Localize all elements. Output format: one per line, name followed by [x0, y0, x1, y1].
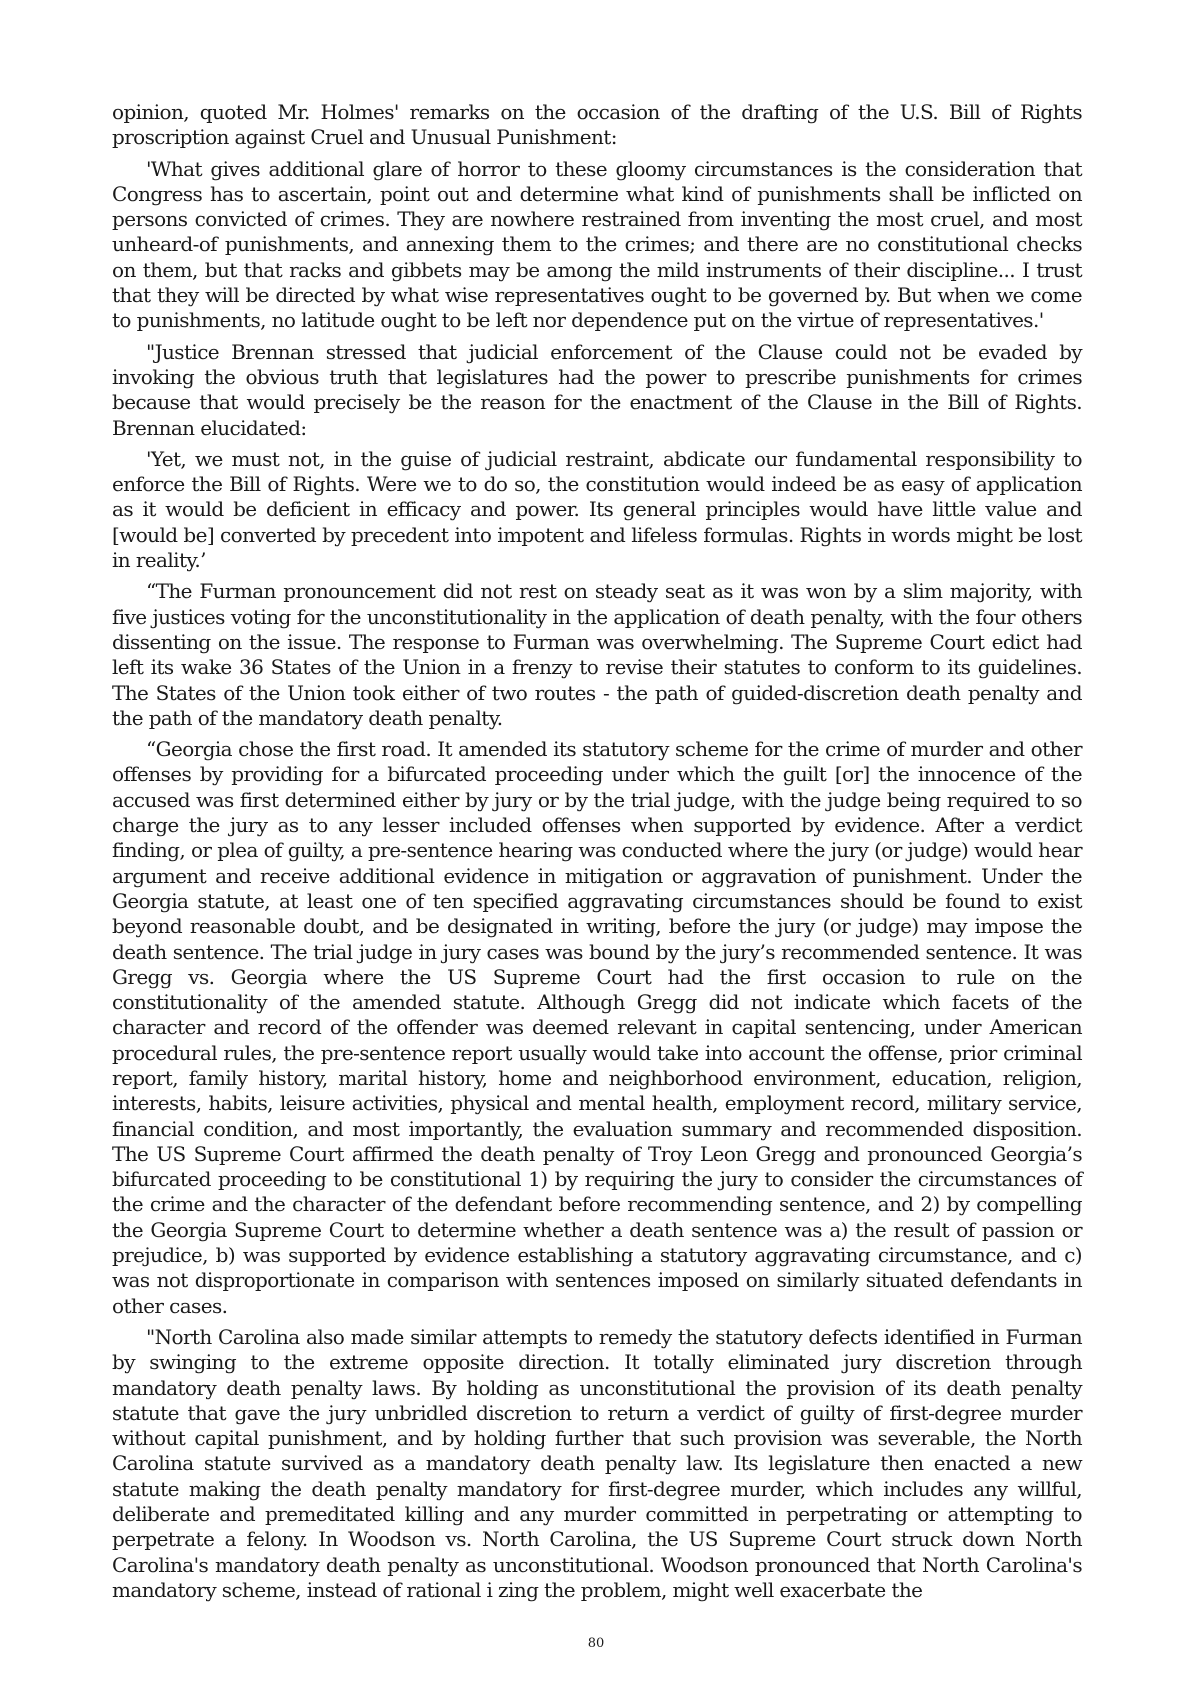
paragraph-brennan-clause: "Justice Brennan stressed that judicial enforcement of the Clause could not be evaded by invoking the obvious truth that legislatures had the power to prescribe punishments for crimes because that would precisely be the reason for the enactment of the Clause in the Bill of Rights. Brennan elucidated: — [112, 339, 1082, 440]
page-number: 80 — [587, 1636, 605, 1651]
page-body — [112, 100, 1082, 1609]
paragraph-north-carolina: "North Carolina also made similar attempts to remedy the statutory defects identified in Furman by swinging to the extreme opposite direction. It totally eliminated jury discretion through mandatory death penalty laws. By holding as unconstitutional the provision of its death penalty statute that gave the jury unbridled discretion to return a verdict of guilty of first-degree murder without capital punishment, and by holding further that such provision was severable, the North Carolina statute survived as a mandatory death penalty law. Its legislature then enacted a new statute making the death penalty mandatory for first-degree murder, which includes any willful, deliberate and premeditated killing and any murder committed in perpetrating or attempting to perpetrate a felony. In Woodson vs. North Carolina, the US Supreme Court struck down North Carolina's mandatory death penalty as unconstitutional. Woodson pronounced that North Carolina's mandatory scheme, instead of rational i zing the problem, might well exacerbate the — [112, 1324, 1082, 1602]
paragraph-holmes-quote: 'What gives additional glare of horror to these gloomy circumstances is the consideration that Congress has to ascertain, point out and determine what kind of punishments shall be inflicted on persons convicted of crimes. They are nowhere restrained from inventing the most cruel, and most unheard-of punishments, and annexing them to the crimes; and there are no constitutional checks on them, but that racks and gibbets may be among the mild instruments of their discipline... I trust that they will be directed by what wise representatives ought to be governed by. But when we come to punishments, no latitude ought to be left nor dependence put on the virtue of representatives.' — [112, 156, 1082, 333]
paragraph-georgia: “Georgia chose the first road. It amended its statutory scheme for the crime of murder and other offenses by providing for a bifurcated proceeding under which the guilt [or] the innocence of the accused was first determined either by jury or by the trial judge, with the judge being required to so charge the jury as to any lesser included offenses when supported by evidence. After a verdict finding, or plea of guilty, a pre-sentence hearing was conducted where the jury (or judge) would hear argument and receive additional evidence in mitigation or aggravation of punishment. Under the Georgia statute, at least one of ten specified aggravating circumstances should be found to exist beyond reasonable doubt, and be designated in writing, before the jury (or judge) may impose the death sentence. The trial judge in jury cases was bound by the jury’s recommended sentence. It was Gregg vs. Georgia where the US Supreme Court had the first occasion to rule on the constitutionality of the amended statute. Although Gregg did not indicate which facets of the character and record of the offender was deemed relevant in capital sentencing, under American procedural rules, the pre-sentence report usually would take into account the offense, prior criminal report, family history, marital history, home and neighborhood environment, education, religion, interests, habits, leisure activities, physical and mental health, employment record, military service, financial condition, and most importantly, the evaluation summary and recommended disposition. The US Supreme Court affirmed the death penalty of Troy Leon Gregg and pronounced Georgia’s bifurcated proceeding to be constitutional 1) by requiring the jury to consider the circumstances of the crime and the character of the defendant before recommending sentence, and 2) by compelling the Georgia Supreme Court to determine whether a death sentence was a) the result of passion or prejudice, b) was supported by evidence establishing a statutory aggravating circumstance, and c) was not disproportionate in comparison with sentences imposed on similarly situated defendants in other cases. — [112, 737, 1082, 1318]
paragraph-opening: opinion, quoted Mr. Holmes' remarks on the occasion of the drafting of the U.S. Bill of Rights proscription against Cruel and Unusual Punishment: — [112, 100, 1082, 150]
paragraph-furman: “The Furman pronouncement did not rest on steady seat as it was won by a slim majority, with five justices voting for the unconstitutionality in the application of death penalty, with the four others dissenting on the issue. The response to Furman was overwhelming. The Supreme Court edict had left its wake 36 States of the Union in a frenzy to revise their statutes to conform to its guidelines. The States of the Union took either of two routes - the path of guided-discretion death penalty and the path of the mandatory death penalty. — [112, 579, 1082, 730]
paragraph-brennan-quote: 'Yet, we must not, in the guise of judicial restraint, abdicate our fundamental responsibility to enforce the Bill of Rights. Were we to do so, the constitution would indeed be as easy of application as it would be deficient in efficacy and power. Its general principles would have little value and [would be] converted by precedent into impotent and lifeless formulas. Rights in words might be lost in reality.’ — [112, 446, 1082, 573]
